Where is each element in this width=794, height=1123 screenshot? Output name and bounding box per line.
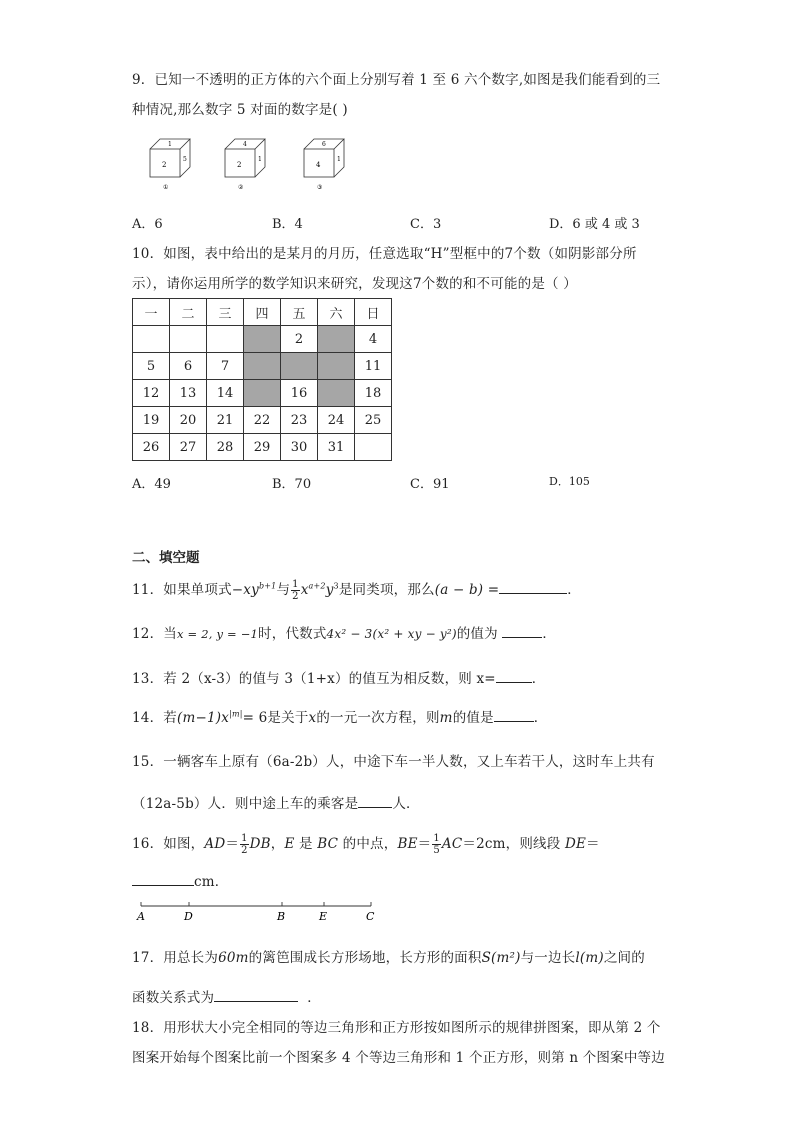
calendar-cell bbox=[207, 326, 244, 353]
q13-end: ． bbox=[531, 671, 546, 687]
calendar-cell: 16 bbox=[281, 380, 318, 407]
q13-line bbox=[132, 667, 546, 687]
q16-answer-blank[interactable] bbox=[132, 871, 194, 886]
q11-paren: (a − b) = bbox=[434, 582, 500, 598]
point-c-label: C bbox=[366, 910, 375, 923]
calendar-cell bbox=[318, 380, 355, 407]
q9-option-c[interactable]: C．3 bbox=[410, 217, 442, 232]
q16-db: DB bbox=[249, 836, 271, 852]
calendar-cell: 20 bbox=[170, 407, 207, 434]
cube-1-label: ① bbox=[163, 184, 169, 191]
q14-answer-blank[interactable] bbox=[494, 707, 534, 722]
q16-line2-end: cm． bbox=[194, 874, 229, 890]
calendar-header-cell: 二 bbox=[170, 299, 207, 326]
calendar-cell bbox=[133, 326, 170, 353]
q10-option-a[interactable]: A．49 bbox=[132, 477, 171, 492]
q10-line1: 10．如图，表中给出的是某月的月历，任意选取“H”型框中的7个数（如阴影部分所 bbox=[132, 246, 637, 262]
calendar-cell bbox=[244, 380, 281, 407]
calendar-cell bbox=[318, 326, 355, 353]
calendar-cell bbox=[244, 326, 281, 353]
q15-line1: 15．一辆客车上原有（6a-2b）人，中途下车一半人数，又上车若干人，这时车上共有 bbox=[132, 754, 655, 770]
calendar-cell: 29 bbox=[244, 434, 281, 461]
q9-option-d[interactable]: D．6 或 4 或 3 bbox=[549, 217, 640, 232]
calendar-cell: 14 bbox=[207, 380, 244, 407]
q17-mid: 的篱笆围成长方形场地，长方形的面积 bbox=[248, 950, 482, 966]
point-a-label: A bbox=[137, 910, 145, 923]
section-title-fill-in: 二、填空题 bbox=[132, 550, 200, 566]
q13-answer-blank[interactable] bbox=[496, 668, 532, 683]
calendar-table bbox=[132, 298, 392, 461]
q17-side: l(m) bbox=[575, 950, 604, 966]
cube-1-front: 2 bbox=[162, 161, 167, 169]
calendar-cell: 25 bbox=[355, 407, 392, 434]
q17-prefix: 17．用总长为 bbox=[132, 950, 219, 966]
calendar-cell: 21 bbox=[207, 407, 244, 434]
q14-var2: m bbox=[439, 710, 453, 726]
calendar-cell bbox=[318, 353, 355, 380]
calendar-cell bbox=[281, 353, 318, 380]
q9-line1: 9．已知一不透明的正方体的六个面上分别写着 1 至 6 六个数字,如图是我们能看到的三 bbox=[132, 72, 661, 88]
q12-suffix: 的值为 bbox=[456, 626, 498, 642]
q14-suffix: 的值是 bbox=[452, 710, 494, 726]
cube-1-side: 5 bbox=[183, 156, 187, 163]
cube-1 bbox=[150, 139, 190, 191]
calendar-header-cell: 四 bbox=[244, 299, 281, 326]
calendar-cell bbox=[244, 353, 281, 380]
q16-ad: AD bbox=[204, 836, 226, 852]
q16-prefix: 16．如图， bbox=[132, 836, 205, 852]
q16-e: E bbox=[284, 836, 295, 852]
q11-line bbox=[132, 578, 581, 602]
q14-mid: 是关于 bbox=[267, 710, 309, 726]
calendar-cell: 24 bbox=[318, 407, 355, 434]
q17-area: S(m²) bbox=[481, 950, 521, 966]
q16-fraction-2 bbox=[432, 833, 441, 856]
q9-option-b[interactable]: B．4 bbox=[272, 217, 303, 232]
calendar-header-cell: 日 bbox=[355, 299, 392, 326]
q11-frac-den: 2 bbox=[292, 591, 299, 602]
q9-line2: 种情况,那么数字 5 对面的数字是( ) bbox=[132, 102, 348, 118]
cube-2-label: ② bbox=[238, 184, 244, 191]
q14-line bbox=[132, 706, 548, 726]
cube-2-front: 2 bbox=[237, 161, 242, 169]
q17-mid2: 与一边长 bbox=[520, 950, 576, 966]
q17-len: 60m bbox=[218, 950, 249, 966]
calendar-cell: 22 bbox=[244, 407, 281, 434]
cube-1-top: 1 bbox=[168, 141, 172, 148]
q14-prefix: 14．若 bbox=[132, 710, 177, 726]
q12-mid: 时，代数式 bbox=[258, 626, 327, 642]
q11-mid: 与 bbox=[276, 582, 291, 598]
q15-answer-blank[interactable] bbox=[358, 793, 392, 808]
q11-prefix: 11．如果单项式 bbox=[132, 582, 232, 598]
calendar-cell bbox=[355, 434, 392, 461]
calendar-cell: 28 bbox=[207, 434, 244, 461]
calendar-header-cell: 一 bbox=[133, 299, 170, 326]
q16-eq1: ＝ bbox=[225, 836, 240, 852]
cube-2-top: 4 bbox=[243, 141, 247, 148]
q10-option-b[interactable]: B．70 bbox=[272, 477, 312, 492]
q11-fraction bbox=[291, 579, 300, 602]
q17-answer-blank[interactable] bbox=[214, 987, 298, 1002]
q10-line2: 示），请你运用所学的数学知识来研究，发现这7个数的和不可能的是（ ） bbox=[132, 276, 577, 292]
q14-end: ． bbox=[533, 710, 548, 726]
calendar-cell: 12 bbox=[133, 380, 170, 407]
calendar-cell: 7 bbox=[207, 353, 244, 380]
calendar-cell bbox=[170, 326, 207, 353]
calendar-cell: 23 bbox=[281, 407, 318, 434]
q11-exp3: 3 bbox=[333, 581, 339, 591]
q16-f2-num: 1 bbox=[433, 833, 440, 844]
calendar-cell: 30 bbox=[281, 434, 318, 461]
calendar-cell: 19 bbox=[133, 407, 170, 434]
q16-f1-num: 1 bbox=[241, 833, 248, 844]
q16-eq2: ＝ bbox=[417, 836, 432, 852]
q14-exp: |m| bbox=[229, 709, 243, 719]
cube-3 bbox=[304, 139, 344, 191]
calendar-row bbox=[133, 353, 392, 380]
q16-fraction-1 bbox=[240, 833, 249, 856]
calendar-cell: 27 bbox=[170, 434, 207, 461]
q16-comma1: ， bbox=[270, 836, 285, 852]
q11-mono2-x: x bbox=[300, 582, 309, 598]
q11-mono2-y: y bbox=[325, 582, 334, 598]
q18-line2: 图案开始每个图案比前一个图案多 4 个等边三角形和 1 个正方形，则第 n 个图案中等边 bbox=[132, 1050, 665, 1066]
cube-3-front: 4 bbox=[316, 161, 321, 169]
q14-eq: = 6 bbox=[242, 710, 268, 726]
q12-end: ． bbox=[542, 626, 557, 642]
q12-prefix: 12．当 bbox=[132, 626, 177, 642]
calendar-row bbox=[133, 380, 392, 407]
q14-var: x bbox=[308, 710, 317, 726]
calendar-row bbox=[133, 407, 392, 434]
q9-cube-figure bbox=[140, 135, 360, 195]
q16-mid1: 是 bbox=[294, 836, 318, 852]
calendar-cell: 11 bbox=[355, 353, 392, 380]
q12-cond: x = 2, y = −1 bbox=[176, 627, 259, 641]
q11-answer-blank[interactable] bbox=[499, 579, 567, 594]
q11-frac-num: 1 bbox=[292, 579, 299, 590]
q16-mid2: 的中点， bbox=[338, 836, 398, 852]
q13-text: 13．若 2（x-3）的值与 3（1+x）的值互为相反数，则 x= bbox=[132, 671, 496, 687]
q16-eq3: ＝2cm，则线段 bbox=[462, 836, 565, 852]
calendar-cell: 4 bbox=[355, 326, 392, 353]
q15-line2-end: 人． bbox=[392, 796, 420, 812]
q16-f1-den: 2 bbox=[241, 845, 248, 856]
q17-suffix: 之间的 bbox=[603, 950, 645, 966]
q16-eq4: ＝ bbox=[586, 836, 600, 852]
q16-ac: AC bbox=[441, 836, 463, 852]
calendar-cell: 13 bbox=[170, 380, 207, 407]
calendar-cell: 18 bbox=[355, 380, 392, 407]
q16-line1 bbox=[132, 832, 600, 856]
cube-2-side: 1 bbox=[258, 156, 262, 163]
q10-option-c[interactable]: C．91 bbox=[410, 477, 450, 492]
calendar-header-cell: 三 bbox=[207, 299, 244, 326]
q16-line2 bbox=[132, 870, 228, 890]
q12-answer-blank[interactable] bbox=[502, 623, 542, 638]
calendar-cell: 31 bbox=[318, 434, 355, 461]
q11-end: ． bbox=[567, 582, 581, 598]
cube-3-side: 1 bbox=[337, 156, 341, 163]
cube-2 bbox=[225, 139, 265, 191]
q16-de: DE bbox=[564, 836, 587, 852]
q16-bc: BC bbox=[317, 836, 339, 852]
q11-exp1: b+1 bbox=[258, 581, 277, 591]
q14-mid2: 的一元一次方程，则 bbox=[316, 710, 440, 726]
calendar-cell: 5 bbox=[133, 353, 170, 380]
q17-line2-end: ． bbox=[307, 990, 321, 1006]
q9-option-a[interactable]: A．6 bbox=[132, 217, 163, 232]
q18-line1: 18．用形状大小完全相同的等边三角形和正方形按如图所示的规律拼图案，即从第 2 个 bbox=[132, 1020, 661, 1036]
cube-3-label: ③ bbox=[317, 184, 323, 191]
q10-option-d[interactable]: D．105 bbox=[549, 475, 590, 488]
q16-be: BE bbox=[397, 836, 418, 852]
q11-mono1: −xy bbox=[231, 582, 259, 598]
cube-3-top: 6 bbox=[322, 141, 326, 148]
point-d-label: D bbox=[184, 910, 193, 923]
q14-expr: (m−1)x bbox=[176, 710, 230, 726]
calendar-row bbox=[133, 326, 392, 353]
calendar-header-cell: 六 bbox=[318, 299, 355, 326]
calendar-row bbox=[133, 434, 392, 461]
q12-expr: 4x² − 3(x² + xy − y²) bbox=[326, 627, 457, 641]
q11-suffix: 是同类项，那么 bbox=[338, 582, 435, 598]
calendar-header-row bbox=[133, 299, 392, 326]
q16-segment-diagram bbox=[136, 898, 386, 924]
q16-f2-den: 5 bbox=[433, 845, 440, 856]
q15-line2-prefix: （12a-5b）人．则中途上车的乘客是 bbox=[132, 796, 359, 812]
calendar-cell: 2 bbox=[281, 326, 318, 353]
q15-line2 bbox=[132, 792, 420, 812]
q17-line2-prefix: 函数关系式为 bbox=[132, 990, 215, 1006]
calendar-cell: 26 bbox=[133, 434, 170, 461]
point-b-label: B bbox=[277, 910, 286, 923]
q12-line bbox=[132, 622, 556, 642]
q17-line2 bbox=[132, 986, 321, 1006]
point-e-label: E bbox=[319, 910, 328, 923]
q11-exp2: a+2 bbox=[308, 581, 326, 591]
calendar-header-cell: 五 bbox=[281, 299, 318, 326]
calendar-cell: 6 bbox=[170, 353, 207, 380]
q17-line1 bbox=[132, 946, 645, 966]
